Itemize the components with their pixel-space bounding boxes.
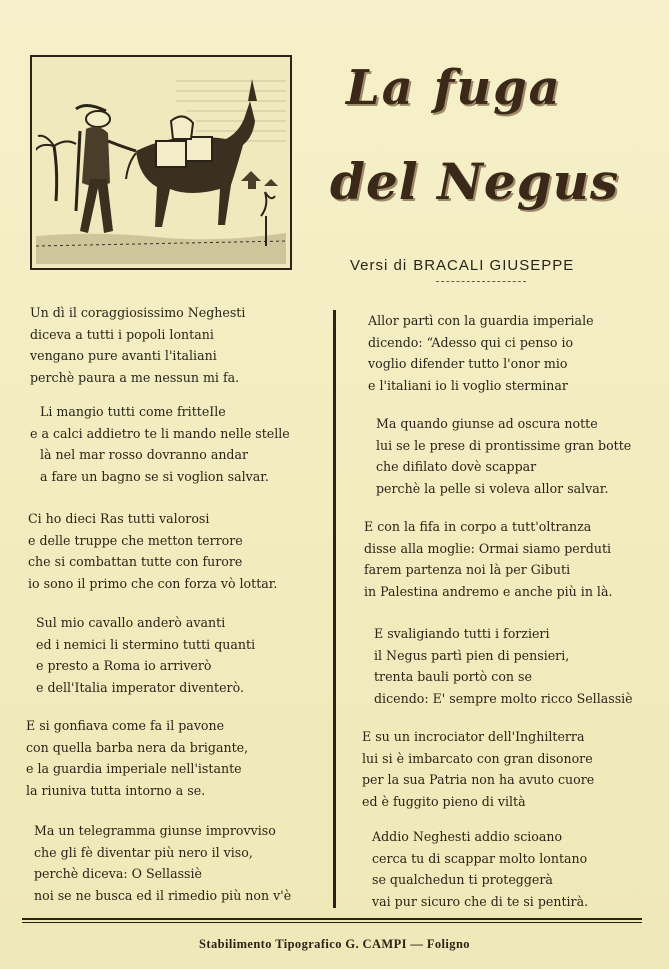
title-line-1: La fuga — [346, 60, 562, 116]
verse-line: Allor partì con la guardia imperiale — [368, 313, 594, 328]
right-stanza-4 — [374, 623, 633, 709]
verse-line: e presto a Roma io arriverò — [36, 658, 212, 673]
verse-line: trenta bauli portò con se — [374, 669, 532, 684]
verse-line: e l'italiani io li voglio sterminar — [368, 377, 568, 393]
verse-line: perchè diceva: O Sellassiè — [34, 866, 202, 881]
verse-line: che si combattan tutte con furore — [28, 554, 243, 569]
verse-line: E svaligiando tutti i forzieri — [374, 626, 550, 641]
illustration-frame — [30, 55, 292, 270]
verse-line: ed i nemici li stermino tutti quanti — [36, 636, 256, 652]
verse-line: vengano pure avanti l'italiani — [30, 348, 217, 363]
verse-line: in Palestina andremo e anche più in là. — [364, 583, 613, 599]
printer-imprint: Stabilimento Tipografico G. CAMPI — Foligno — [199, 937, 470, 951]
verse-line: Ma quando giunse ad oscura notte — [376, 416, 598, 431]
left-stanza-1 — [30, 302, 245, 388]
verse-line: la riuniva tutta intorno a se. — [26, 782, 206, 798]
byline-prefix: Versi di — [350, 257, 408, 274]
verse-line: Un dì il coraggiosissimo Neghesti — [30, 305, 246, 320]
verse-line: Li mangio tutti come fritteIle — [40, 404, 226, 419]
verse-line: dicendo: “Adesso qui ci penso io — [368, 334, 574, 350]
verse-line: E si gonfiava come fa il pavone — [26, 718, 225, 733]
byline-author: BRACALI GIUSEPPE — [413, 257, 575, 274]
right-stanza-3 — [364, 516, 612, 602]
left-stanza-6 — [34, 820, 291, 906]
left-stanza-2 — [30, 401, 290, 487]
right-stanza-6 — [372, 826, 588, 912]
right-stanza-5 — [362, 726, 594, 812]
verse-line: perchè la pelle si voleva allor salvar. — [376, 480, 609, 496]
verse-line: e la guardia imperiale nell'istante — [26, 761, 242, 776]
verse-line: il Negus partì pien di pensieri, — [374, 647, 570, 663]
verse-line: farem partenza noi là per Gibuti — [364, 562, 571, 577]
right-stanza-1 — [368, 310, 594, 396]
verse-line: Ci ho dieci Ras tutti valorosi — [28, 511, 210, 526]
verse-line: Addio Neghesti addio scioano — [372, 829, 563, 844]
left-stanza-5 — [26, 715, 248, 801]
verse-line: ed è fuggito pieno di viltà — [362, 793, 526, 809]
verse-line: vai pur sicuro che di te si pentirà. — [372, 893, 589, 909]
verse-line: che gli fè diventar più nero il viso, — [34, 844, 253, 860]
verse-line: a fare un bagno se si voglion salvar. — [40, 468, 269, 484]
verse-line: E su un incrociator dell'Inghilterra — [362, 729, 585, 744]
verse-line: voglio difender tutto l'onor mio — [368, 356, 568, 371]
verse-line: che difilato dovè scappar — [376, 459, 537, 474]
title-line-2: del Negus — [330, 152, 620, 211]
verse-line: Ma un telegramma giunse improvviso — [34, 823, 276, 838]
verse-line: con quella barba nera da brigante, — [26, 739, 249, 755]
verse-line: lui si è imbarcato con gran disonore — [362, 750, 593, 766]
soldier-leading-mule-woodcut-icon — [36, 61, 286, 264]
left-stanza-4 — [36, 612, 255, 698]
verse-line: disse alla moglie: Ormai siamo perduti — [364, 540, 612, 556]
verse-line: diceva a tutti i popoli lontani — [30, 326, 214, 342]
verse-line: io sono il primo che con forza vò lottar. — [28, 575, 278, 591]
verse-line: per la sua Patria non ha avuto cuore — [362, 772, 595, 787]
author-byline — [350, 257, 574, 274]
verse-line: e dell'Italia imperator diventerò. — [36, 679, 244, 695]
column-divider — [333, 310, 336, 908]
verse-line: dicendo: E' sempre molto ricco Sellassiè — [374, 690, 633, 706]
verse-line: lui se le prese di prontissime gran botte — [376, 437, 632, 453]
verse-line: là nel mar rosso dovranno andar — [40, 447, 249, 462]
footer-rule-thin — [22, 922, 642, 923]
verse-line: noi se ne busca ed il rimedio più non v'è — [34, 887, 292, 903]
verse-line: se qualchedun ti proteggerà — [372, 872, 553, 887]
left-stanza-3 — [28, 508, 277, 594]
right-stanza-2 — [376, 413, 631, 499]
verse-line: Sul mio cavallo anderò avanti — [36, 615, 226, 630]
footer-rule — [22, 918, 642, 920]
verse-line: e a calci addietro te li mando nelle stelle — [30, 425, 290, 441]
verse-line: perchè paura a me nessun mi fa. — [30, 369, 240, 385]
verse-line: cerca tu di scappar molto lontano — [372, 850, 588, 866]
verse-line: e delle truppe che metton terrore — [28, 532, 243, 548]
byline-divider — [436, 281, 526, 283]
verse-line: E con la fifa in corpo a tutt'oltranza — [364, 519, 592, 534]
